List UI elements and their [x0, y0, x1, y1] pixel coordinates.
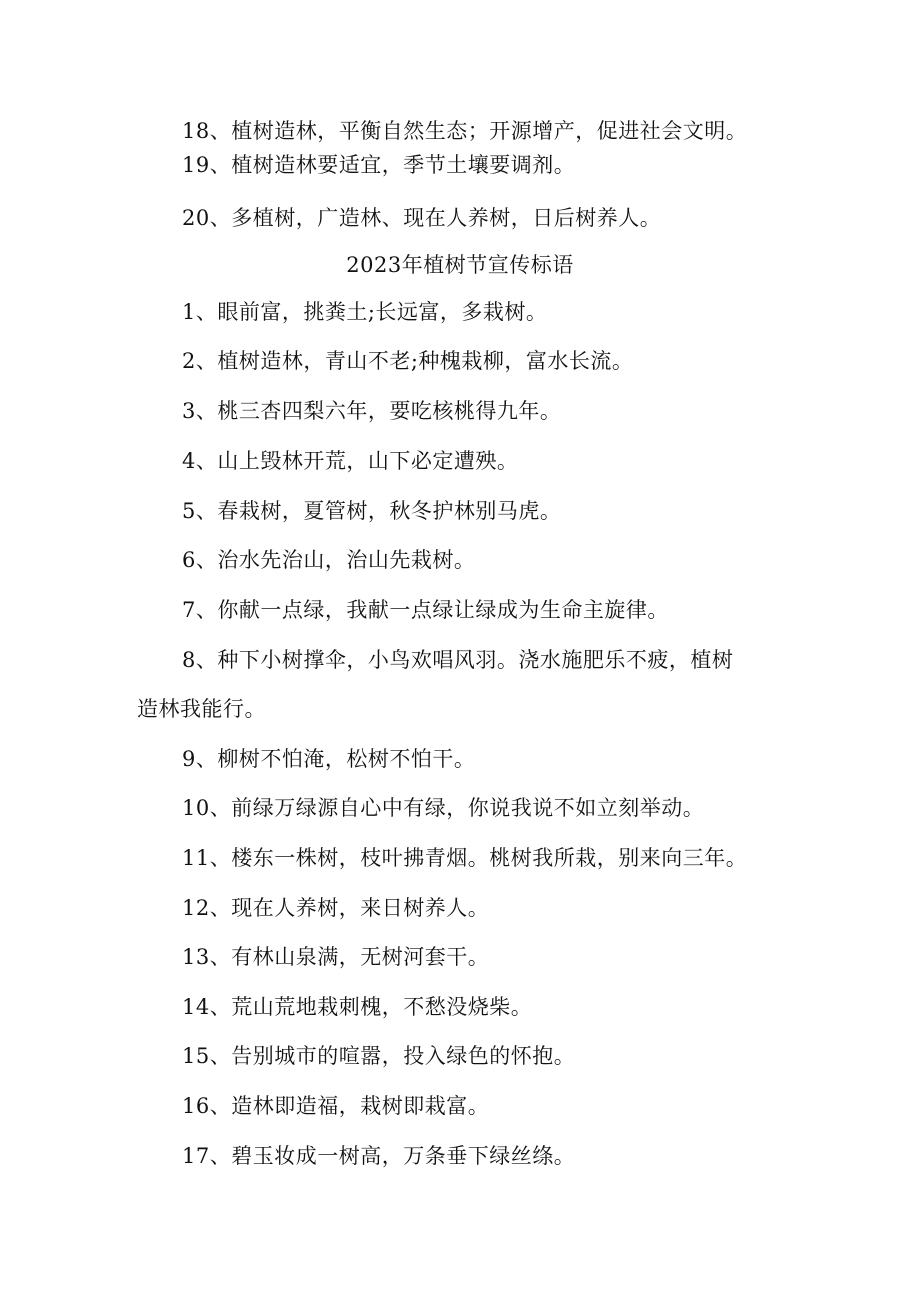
slogan-line-14: 14、荒山荒地栽刺槐，不愁没烧柴。 — [182, 995, 533, 1019]
slogan-line-6: 6、治水先治山，治山先栽树。 — [182, 548, 476, 572]
slogan-line-5: 5、春栽树，夏管树，秋冬护林别马虎。 — [182, 499, 562, 523]
slogan-line-19: 19、植树造林要适宜，季节土壤要调剂。 — [182, 153, 576, 177]
slogan-line-9: 9、柳树不怕淹，松树不怕干。 — [182, 747, 476, 771]
slogan-line-2: 2、植树造林，青山不老;种槐栽柳，富水长流。 — [182, 349, 634, 373]
slogan-line-12: 12、现在人养树，来日树养人。 — [182, 896, 490, 920]
slogan-line-11: 11、楼东一株树，枝叶拂青烟。桃树我所栽，别来向三年。 — [182, 846, 748, 870]
slogan-line-17: 17、碧玉妆成一树高，万条垂下绿丝绦。 — [182, 1144, 576, 1168]
slogan-line-7: 7、你献一点绿，我献一点绿让绿成为生命主旋律。 — [182, 598, 669, 622]
slogan-line-8: 8、种下小树撑伞，小鸟欢唱风羽。浇水施肥乐不疲，植树 — [182, 648, 734, 672]
slogan-line-20: 20、多植树，广造林、现在人养树，日后树养人。 — [182, 206, 662, 230]
slogan-line-13: 13、有林山泉满，无树河套干。 — [182, 945, 490, 969]
section-title: 2023年植树节宣传标语 — [346, 253, 574, 277]
slogan-line-4: 4、山上毁林开荒，山下必定遭殃。 — [182, 449, 519, 473]
slogan-line-1: 1、眼前富，挑粪土;长远富，多栽树。 — [182, 300, 548, 324]
slogan-line-8-continued: 造林我能行。 — [137, 697, 266, 721]
slogan-line-16: 16、造林即造福，栽树即栽富。 — [182, 1094, 490, 1118]
slogan-line-18: 18、植树造林，平衡自然生态；开源增产，促进社会文明。 — [182, 119, 748, 143]
slogan-line-10: 10、前绿万绿源自心中有绿，你说我说不如立刻举动。 — [182, 796, 705, 820]
slogan-line-3: 3、桃三杏四梨六年，要吃核桃得九年。 — [182, 399, 562, 423]
slogan-line-15: 15、告别城市的喧嚣，投入绿色的怀抱。 — [182, 1044, 576, 1068]
